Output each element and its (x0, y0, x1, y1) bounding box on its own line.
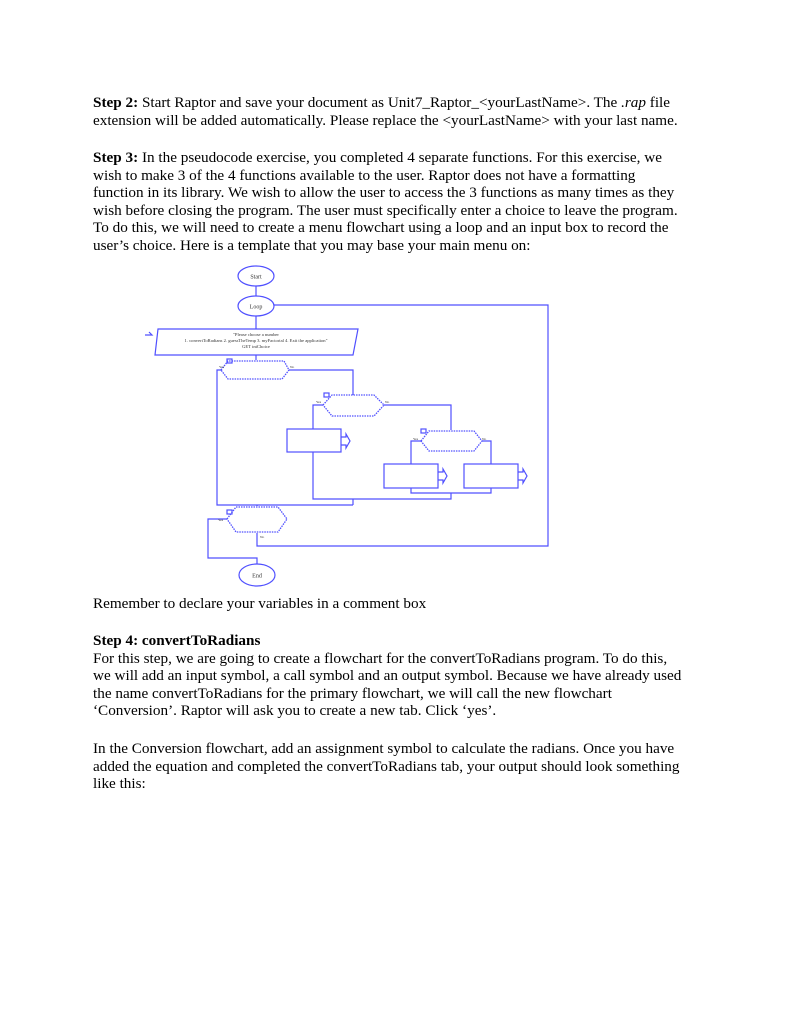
text-line: ‘Conversion’. Raptor will ask you to create a new tab. Click ‘yes’. (93, 702, 497, 720)
decision-1 (221, 361, 289, 379)
remember-note (93, 595, 733, 613)
no-label: No (385, 400, 390, 404)
end-label: End (252, 573, 262, 580)
no-label: No (482, 437, 487, 441)
decision-2 (323, 395, 384, 416)
step2-label: Step 2: (93, 94, 139, 111)
text-line: To do this, we will need to create a menu flowchart using a loop and an input box to record the (93, 219, 669, 237)
decision-3 (421, 431, 482, 451)
text-line: Start Raptor and save your document as Unit7_Raptor_<yourLastName>. The (138, 94, 622, 111)
yes-label: Yes (219, 365, 225, 369)
text-line: Remember to declare your variables in a comment box (93, 595, 427, 612)
text-line: we will add an input symbol, a call symbol and an output symbol. Because we have already used (93, 667, 682, 685)
step4-heading: Step 4: convertToRadians (93, 632, 261, 649)
text-line: added the equation and completed the convertToRadians tab, your output should look something (93, 757, 680, 775)
text-line: In the Conversion flowchart, add an assignment symbol to calculate the radians. Once you have (93, 740, 675, 757)
output-arrow-icon (438, 469, 447, 483)
text-line: For this step, we are going to create a flowchart for the convertToRadians program. To do this, (93, 649, 668, 667)
no-label: No (290, 365, 295, 369)
text-line: wish before closing the program. The user must specifically enter a choice to leave the program. (93, 201, 678, 219)
call-box-2 (384, 464, 438, 488)
text-line: In the pseudocode exercise, you completed 4 separate functions. For this exercise, we (138, 149, 662, 166)
text-line: extension will be added automatically. Please replace the <yourLastName> with your last name. (93, 111, 678, 129)
start-label: Start (250, 274, 262, 281)
text-line: like this: (93, 775, 146, 793)
yes-label: Yes (316, 400, 322, 404)
loop-label: Loop (249, 304, 263, 311)
text-line: the name convertToRadians for the primary flowchart, we will call the new flowchart (93, 684, 612, 702)
collapse-icon (421, 429, 426, 433)
text-line: function in its library. We wish to allow the user to access the 3 functions as many times as they (93, 184, 675, 202)
no-label: No (260, 535, 265, 539)
call-box-3 (464, 464, 518, 488)
call-box-1 (287, 429, 341, 452)
input-prompt: "Please choose a number (233, 332, 279, 337)
flow-connectors (145, 286, 548, 564)
input-options: 1. convertToRadians 2. guessTheTemp 3. myFactorial 4. Exit the application" (184, 338, 328, 343)
output-arrow-icon (518, 469, 527, 483)
yes-label: Yes (218, 518, 224, 522)
step4-paragraph-2 (93, 740, 733, 793)
step4-paragraph (93, 632, 733, 720)
yes-label: Yes (413, 437, 419, 441)
output-arrow-icon (341, 434, 350, 448)
text-line: file (645, 94, 671, 111)
input-get: GET intChoice (242, 344, 270, 349)
text-line: user’s choice. Here is a template that you may base your main menu on: (93, 236, 531, 254)
decision-4 (227, 507, 287, 532)
text-line: wish to make 3 of the 4 functions available to the user. Raptor does not have a formatting (93, 166, 636, 184)
collapse-icon (324, 393, 329, 397)
rap-extension: .rap (621, 94, 646, 111)
step3-label: Step 3: (93, 149, 139, 166)
collapse-icon (227, 510, 232, 514)
